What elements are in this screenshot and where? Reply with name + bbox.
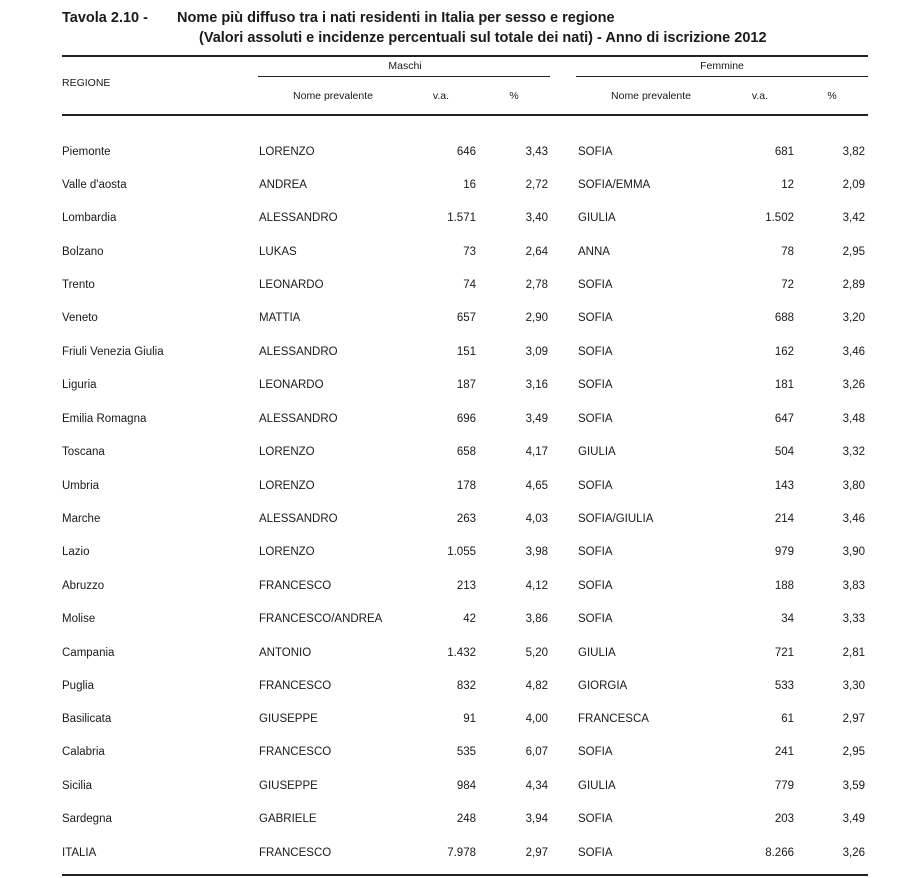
- cell-regione: Calabria: [62, 746, 105, 758]
- cell-regione: Marche: [62, 513, 101, 525]
- cell-maschi-nome: LORENZO: [259, 446, 315, 458]
- cell-maschi-pct: 4,34: [525, 780, 548, 792]
- cell-femmine-va: 34: [781, 613, 794, 625]
- header-f-va: v.a.: [751, 90, 769, 102]
- title-text: Nome più diffuso tra i nati residenti in Italia per sesso e regione: [177, 10, 615, 26]
- cell-femmine-pct: 3,33: [842, 613, 865, 625]
- table-row: [0, 242, 908, 262]
- cell-femmine-nome: FRANCESCA: [578, 713, 649, 725]
- cell-maschi-nome: ALESSANDRO: [259, 346, 338, 358]
- cell-regione: Molise: [62, 613, 96, 625]
- table-row: [0, 175, 908, 195]
- cell-femmine-nome: SOFIA: [578, 580, 613, 592]
- cell-maschi-pct: 2,97: [525, 847, 548, 859]
- table-number: Tavola 2.10 -: [62, 10, 148, 26]
- cell-maschi-nome: ANDREA: [259, 179, 307, 191]
- cell-femmine-va: 143: [774, 480, 794, 492]
- cell-femmine-nome: SOFIA: [578, 413, 613, 425]
- cell-maschi-nome: LUKAS: [259, 246, 297, 258]
- cell-regione: Trento: [62, 279, 95, 291]
- cell-femmine-nome: SOFIA: [578, 379, 613, 391]
- cell-maschi-va: 248: [456, 813, 476, 825]
- table-row: [0, 409, 908, 429]
- top-rule: [62, 55, 868, 57]
- cell-femmine-pct: 2,95: [842, 246, 865, 258]
- cell-maschi-pct: 3,86: [525, 613, 548, 625]
- cell-maschi-nome: LORENZO: [259, 546, 315, 558]
- cell-maschi-va: 73: [463, 246, 476, 258]
- cell-femmine-va: 533: [774, 680, 794, 692]
- cell-femmine-nome: SOFIA: [578, 847, 613, 859]
- cell-maschi-nome: GABRIELE: [259, 813, 317, 825]
- cell-maschi-va: 535: [456, 746, 476, 758]
- header-regione: REGIONE: [62, 77, 111, 89]
- cell-regione: Sardegna: [62, 813, 112, 825]
- cell-maschi-pct: 2,78: [525, 279, 548, 291]
- table-row: [0, 442, 908, 462]
- cell-maschi-nome: GIUSEPPE: [259, 780, 318, 792]
- cell-femmine-va: 214: [774, 513, 794, 525]
- cell-maschi-pct: 5,20: [525, 647, 548, 659]
- table-row: [0, 843, 908, 863]
- header-maschi: Maschi: [388, 60, 422, 72]
- cell-maschi-nome: GIUSEPPE: [259, 713, 318, 725]
- cell-regione: Lombardia: [62, 212, 117, 224]
- cell-maschi-va: 658: [456, 446, 476, 458]
- table-row: [0, 509, 908, 529]
- cell-regione: Emilia Romagna: [62, 413, 147, 425]
- cell-femmine-va: 188: [774, 580, 794, 592]
- table-title: [62, 8, 882, 48]
- cell-femmine-nome: SOFIA: [578, 480, 613, 492]
- cell-maschi-va: 1.055: [447, 546, 476, 558]
- cell-femmine-va: 181: [774, 379, 794, 391]
- table-row: [0, 542, 908, 562]
- cell-maschi-va: 178: [456, 480, 476, 492]
- table-row: [0, 809, 908, 829]
- cell-maschi-pct: 3,09: [525, 346, 548, 358]
- maschi-rule: [258, 76, 550, 77]
- cell-maschi-pct: 3,16: [525, 379, 548, 391]
- table-row: [0, 208, 908, 228]
- cell-maschi-nome: FRANCESCO: [259, 746, 332, 758]
- cell-regione: Campania: [62, 647, 115, 659]
- cell-femmine-va: 681: [774, 146, 794, 158]
- cell-femmine-pct: 3,83: [842, 580, 865, 592]
- cell-maschi-nome: ALESSANDRO: [259, 413, 338, 425]
- cell-maschi-va: 74: [463, 279, 476, 291]
- cell-maschi-va: 151: [456, 346, 476, 358]
- cell-femmine-pct: 2,95: [842, 746, 865, 758]
- cell-femmine-nome: GIULIA: [578, 446, 616, 458]
- cell-regione: Abruzzo: [62, 580, 105, 592]
- cell-femmine-va: 72: [781, 279, 794, 291]
- cell-maschi-pct: 4,12: [525, 580, 548, 592]
- header-f-nome-prevalente: Nome prevalente: [611, 90, 691, 102]
- cell-regione: Lazio: [62, 546, 90, 558]
- femmine-rule: [576, 76, 868, 77]
- cell-femmine-pct: 3,80: [842, 480, 865, 492]
- cell-femmine-nome: SOFIA: [578, 312, 613, 324]
- cell-maschi-nome: ANTONIO: [259, 647, 312, 659]
- cell-femmine-pct: 3,82: [842, 146, 865, 158]
- cell-femmine-pct: 3,32: [842, 446, 865, 458]
- cell-femmine-nome: SOFIA/GIULIA: [578, 513, 654, 525]
- cell-femmine-nome: ANNA: [578, 246, 610, 258]
- cell-femmine-nome: GIORGIA: [578, 680, 628, 692]
- cell-maschi-va: 7.978: [447, 847, 476, 859]
- cell-femmine-va: 12: [781, 179, 794, 191]
- cell-maschi-nome: LEONARDO: [259, 279, 324, 291]
- cell-maschi-pct: 4,82: [525, 680, 548, 692]
- table-row: [0, 709, 908, 729]
- cell-maschi-nome: LORENZO: [259, 146, 315, 158]
- cell-femmine-va: 721: [774, 647, 794, 659]
- cell-femmine-va: 779: [774, 780, 794, 792]
- cell-femmine-pct: 2,97: [842, 713, 865, 725]
- cell-maschi-pct: 2,64: [525, 246, 548, 258]
- cell-maschi-va: 657: [456, 312, 476, 324]
- cell-maschi-nome: FRANCESCO/ANDREA: [259, 613, 383, 625]
- table-row: [0, 643, 908, 663]
- cell-maschi-nome: LEONARDO: [259, 379, 324, 391]
- cell-femmine-nome: SOFIA: [578, 613, 613, 625]
- cell-femmine-nome: SOFIA: [578, 813, 613, 825]
- cell-maschi-pct: 4,65: [525, 480, 548, 492]
- cell-maschi-va: 91: [463, 713, 476, 725]
- bottom-rule: [62, 874, 868, 876]
- cell-femmine-nome: GIULIA: [578, 647, 616, 659]
- cell-femmine-pct: 3,26: [842, 847, 865, 859]
- cell-femmine-pct: 3,48: [842, 413, 865, 425]
- cell-regione: Valle d'aosta: [62, 179, 127, 191]
- table-row: [0, 742, 908, 762]
- cell-maschi-va: 1.571: [447, 212, 476, 224]
- cell-femmine-va: 1.502: [765, 212, 794, 224]
- cell-maschi-nome: FRANCESCO: [259, 580, 332, 592]
- cell-maschi-va: 263: [456, 513, 476, 525]
- cell-femmine-va: 504: [774, 446, 794, 458]
- cell-regione: Veneto: [62, 312, 98, 324]
- cell-femmine-va: 979: [774, 546, 794, 558]
- cell-femmine-pct: 3,26: [842, 379, 865, 391]
- header-femmine: Femmine: [700, 60, 744, 72]
- cell-femmine-va: 78: [781, 246, 794, 258]
- cell-regione: ITALIA: [62, 847, 97, 859]
- cell-maschi-va: 1.432: [447, 647, 476, 659]
- cell-maschi-pct: 3,43: [525, 146, 548, 158]
- cell-femmine-nome: SOFIA: [578, 279, 613, 291]
- table-row: [0, 342, 908, 362]
- cell-maschi-pct: 3,94: [525, 813, 548, 825]
- cell-maschi-nome: FRANCESCO: [259, 680, 332, 692]
- cell-regione: Friuli Venezia Giulia: [62, 346, 164, 358]
- cell-maschi-nome: LORENZO: [259, 480, 315, 492]
- cell-regione: Toscana: [62, 446, 105, 458]
- cell-femmine-nome: SOFIA: [578, 746, 613, 758]
- cell-femmine-va: 61: [781, 713, 794, 725]
- table-row: [0, 776, 908, 796]
- cell-femmine-va: 203: [774, 813, 794, 825]
- header-m-nome-prevalente: Nome prevalente: [293, 90, 373, 102]
- header-m-va: v.a.: [432, 90, 450, 102]
- cell-maschi-pct: 4,00: [525, 713, 548, 725]
- table-row: [0, 142, 908, 162]
- cell-femmine-pct: 2,81: [842, 647, 865, 659]
- cell-maschi-pct: 2,72: [525, 179, 548, 191]
- cell-femmine-nome: GIULIA: [578, 212, 616, 224]
- cell-femmine-nome: SOFIA/EMMA: [578, 179, 651, 191]
- cell-femmine-pct: 2,09: [842, 179, 865, 191]
- cell-femmine-pct: 3,20: [842, 312, 865, 324]
- cell-maschi-nome: ALESSANDRO: [259, 212, 338, 224]
- cell-maschi-va: 187: [456, 379, 476, 391]
- header-f-pct: %: [827, 90, 837, 102]
- cell-maschi-pct: 4,17: [525, 446, 548, 458]
- title-subtitle: (Valori assoluti e incidenze percentuali sul totale dei nati) - Anno di iscrizione 2012: [199, 30, 767, 46]
- cell-regione: Umbria: [62, 480, 100, 492]
- title-line-1: [62, 8, 882, 28]
- cell-maschi-pct: 3,40: [525, 212, 548, 224]
- cell-femmine-pct: 3,42: [842, 212, 865, 224]
- cell-femmine-va: 8.266: [765, 847, 794, 859]
- cell-femmine-nome: SOFIA: [578, 146, 613, 158]
- table-row: [0, 275, 908, 295]
- cell-maschi-pct: 3,98: [525, 546, 548, 558]
- cell-femmine-va: 162: [774, 346, 794, 358]
- cell-femmine-pct: 3,30: [842, 680, 865, 692]
- cell-femmine-nome: SOFIA: [578, 546, 613, 558]
- header-m-pct: %: [509, 90, 519, 102]
- cell-maschi-va: 696: [456, 413, 476, 425]
- cell-femmine-va: 647: [774, 413, 794, 425]
- cell-femmine-nome: GIULIA: [578, 780, 616, 792]
- cell-regione: Puglia: [62, 680, 94, 692]
- cell-regione: Bolzano: [62, 246, 104, 258]
- cell-femmine-va: 241: [774, 746, 794, 758]
- cell-maschi-pct: 6,07: [525, 746, 548, 758]
- cell-femmine-nome: SOFIA: [578, 346, 613, 358]
- cell-regione: Piemonte: [62, 146, 111, 158]
- cell-maschi-va: 16: [463, 179, 476, 191]
- cell-regione: Liguria: [62, 379, 97, 391]
- cell-maschi-va: 646: [456, 146, 476, 158]
- cell-maschi-va: 42: [463, 613, 476, 625]
- cell-femmine-va: 688: [774, 312, 794, 324]
- table-row: [0, 576, 908, 596]
- header-bottom-rule: [62, 114, 868, 116]
- cell-maschi-nome: FRANCESCO: [259, 847, 332, 859]
- cell-femmine-pct: 3,90: [842, 546, 865, 558]
- cell-femmine-pct: 2,89: [842, 279, 865, 291]
- cell-regione: Basilicata: [62, 713, 112, 725]
- cell-maschi-va: 832: [456, 680, 476, 692]
- cell-maschi-pct: 2,90: [525, 312, 548, 324]
- table-row: [0, 308, 908, 328]
- cell-maschi-nome: ALESSANDRO: [259, 513, 338, 525]
- table-row: [0, 476, 908, 496]
- cell-maschi-va: 213: [456, 580, 476, 592]
- cell-regione: Sicilia: [62, 780, 93, 792]
- cell-maschi-nome: MATTIA: [259, 312, 301, 324]
- cell-femmine-pct: 3,46: [842, 513, 865, 525]
- table-row: [0, 375, 908, 395]
- cell-maschi-va: 984: [456, 780, 476, 792]
- table-row: [0, 676, 908, 696]
- cell-femmine-pct: 3,49: [842, 813, 865, 825]
- cell-maschi-pct: 4,03: [525, 513, 548, 525]
- cell-maschi-pct: 3,49: [525, 413, 548, 425]
- cell-femmine-pct: 3,59: [842, 780, 865, 792]
- cell-femmine-pct: 3,46: [842, 346, 865, 358]
- table-row: [0, 609, 908, 629]
